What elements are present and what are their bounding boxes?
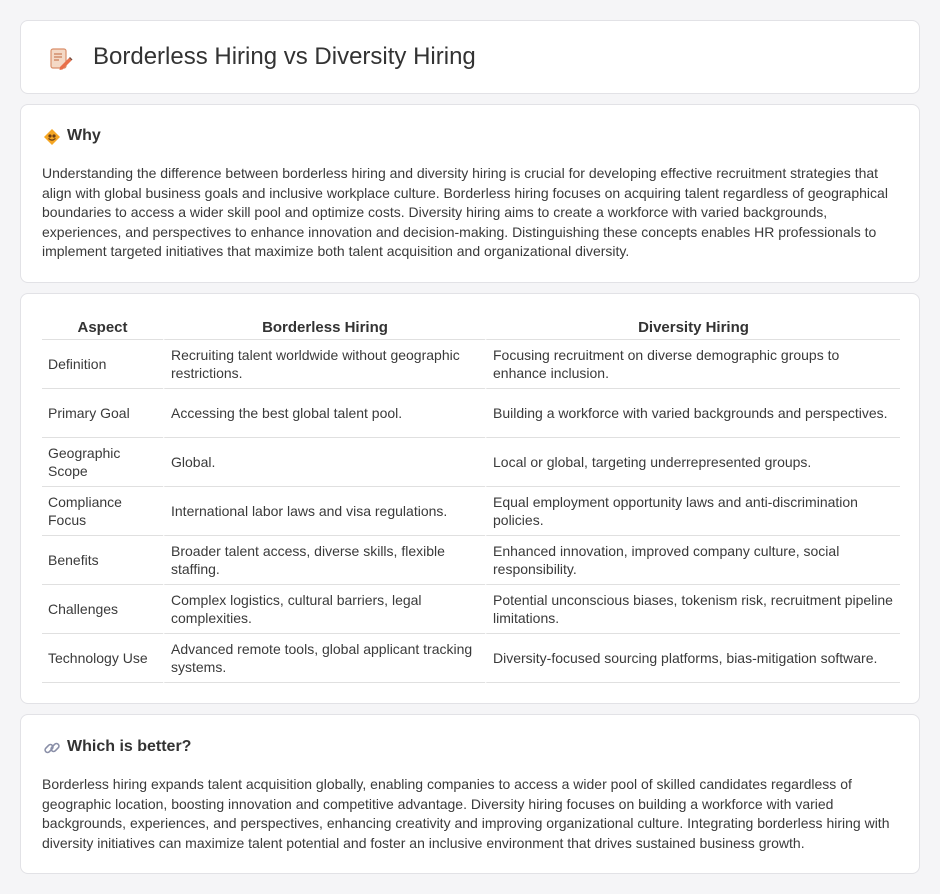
table-row	[42, 340, 900, 389]
document-pencil-icon	[47, 46, 73, 72]
which-better-section	[20, 714, 920, 874]
borderless-cell: Recruiting talent worldwide without geographic restrictions.	[163, 340, 485, 389]
table-row	[42, 389, 900, 438]
borderless-cell: Global.	[163, 438, 485, 487]
comparison-table	[42, 316, 900, 683]
diversity-cell: Equal employment opportunity laws and anti-discrimination policies.	[485, 487, 900, 536]
aspect-cell: Geographic Scope	[42, 438, 163, 487]
borderless-cell: Complex logistics, cultural barriers, legal complexities.	[163, 585, 485, 634]
diversity-cell: Local or global, targeting underrepresented groups.	[485, 438, 900, 487]
handshake-diamond-icon	[43, 128, 61, 146]
why-title: Why	[67, 127, 101, 144]
table-header-row	[42, 316, 900, 340]
diversity-cell: Focusing recruitment on diverse demographic groups to enhance inclusion.	[485, 340, 900, 389]
borderless-cell: Accessing the best global talent pool.	[163, 389, 485, 438]
diversity-cell: Enhanced innovation, improved company culture, social responsibility.	[485, 536, 900, 585]
aspect-cell: Technology Use	[42, 634, 163, 683]
aspect-cell: Challenges	[42, 585, 163, 634]
why-paragraph: Understanding the difference between borderless hiring and diversity hiring is crucial for developing effective recruitment strategies that align with global business goals and inclusive workplace culture. Borderless hiring focuses on acquiring talent regardless of geographical boundaries to access a wider skill pool and optimize costs. Diversity hiring aims to create a workforce with varied backgrounds, experiences, and perspectives to enhance innovation and decision-making. Distinguishing these concepts enables HR professionals to implement targeted initiatives that maximize both talent acquisition and organizational diversity.	[42, 165, 888, 260]
borderless-cell: International labor laws and visa regulations.	[163, 487, 485, 536]
header-aspect: Aspect	[42, 316, 163, 340]
table-row	[42, 536, 900, 585]
header-card	[20, 20, 920, 94]
diversity-cell: Diversity-focused sourcing platforms, bias-mitigation software.	[485, 634, 900, 683]
table-row	[42, 634, 900, 683]
table-row	[42, 487, 900, 536]
diversity-cell: Potential unconscious biases, tokenism risk, recruitment pipeline limitations.	[485, 585, 900, 634]
diversity-cell: Building a workforce with varied backgrounds and perspectives.	[485, 389, 900, 438]
table-row	[42, 438, 900, 487]
header-diversity: Diversity Hiring	[485, 316, 900, 340]
which-better-paragraph: Borderless hiring expands talent acquisition globally, enabling companies to access a wider pool of skilled candidates regardless of geographic location, boosting innovation and competitive advantage. Diversity hiring focuses on building a workforce with varied backgrounds, experiences, and perspectives, enhancing creativity and improving organizational culture. Integrating borderless hiring with diversity initiatives can maximize talent potential and foster an inclusive environment that drives sustained business growth.	[42, 776, 890, 851]
link-icon	[43, 739, 61, 757]
aspect-cell: Benefits	[42, 536, 163, 585]
table-row	[42, 585, 900, 634]
page-title: Borderless Hiring vs Diversity Hiring	[93, 43, 476, 70]
aspect-cell: Definition	[42, 340, 163, 389]
which-better-title: Which is better?	[67, 738, 192, 755]
borderless-cell: Advanced remote tools, global applicant tracking systems.	[163, 634, 485, 683]
comparison-section	[20, 293, 920, 704]
borderless-cell: Broader talent access, diverse skills, flexible staffing.	[163, 536, 485, 585]
why-section	[20, 104, 920, 283]
aspect-cell: Primary Goal	[42, 389, 163, 438]
aspect-cell: Compliance Focus	[42, 487, 163, 536]
header-borderless: Borderless Hiring	[163, 316, 485, 340]
